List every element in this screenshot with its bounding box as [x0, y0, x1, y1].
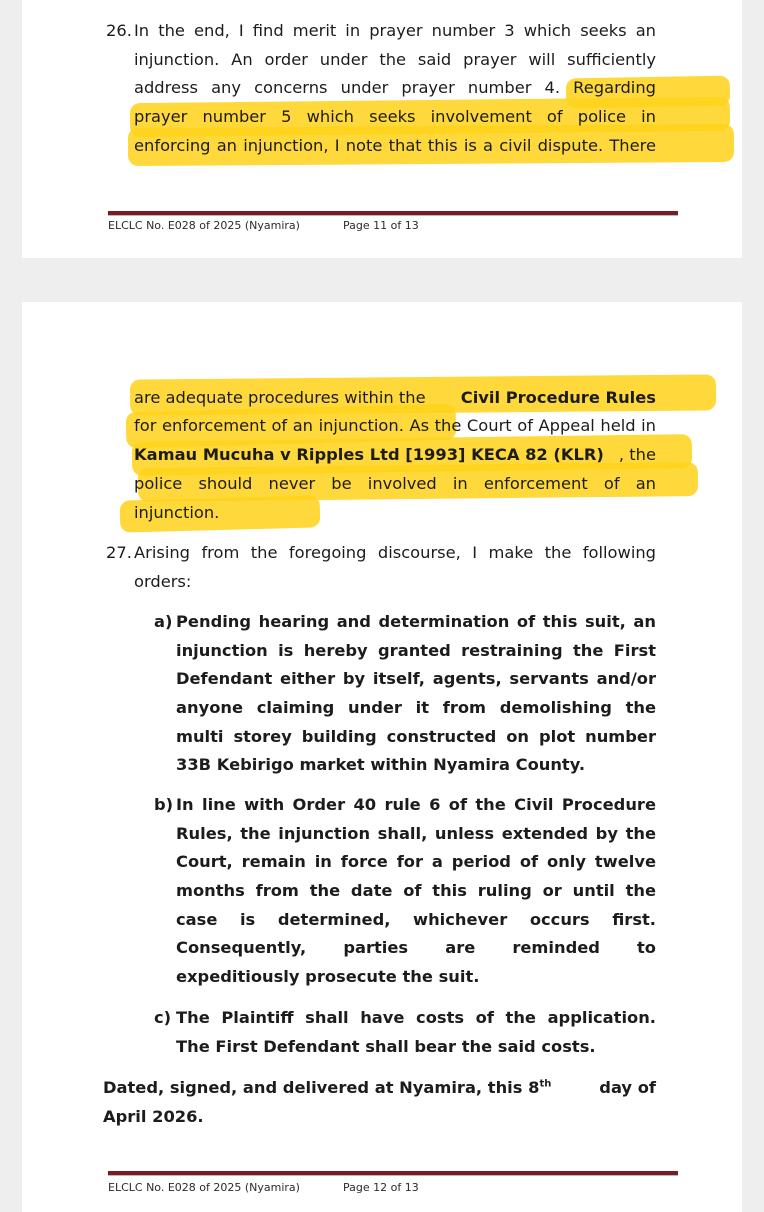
paragraph-line: injunction. An order under the said prayer will sufficiently: [134, 50, 656, 69]
footer-page-number: Page 11 of 13: [343, 219, 419, 232]
paragraph-line: enforcing an injunction, I note that this is a civil dispute. There: [134, 136, 656, 155]
order-line: expeditiously prosecute the suit.: [176, 967, 480, 986]
dated-text: [103, 1078, 551, 1098]
paragraph-line: Arising from the foregoing discourse, I make the following: [134, 543, 656, 562]
paragraph-line: address any concerns under prayer number 4. Regarding: [134, 78, 656, 97]
cited-case: Kamau Mucuha v Ripples Ltd [1993] KECA 82 (KLR): [134, 445, 604, 464]
paragraph-line: [134, 388, 656, 408]
footer-case-number: ELCLC No. E028 of 2025 (Nyamira): [108, 219, 300, 232]
order-line: Pending hearing and determination of this suit, an: [176, 612, 656, 631]
cited-rules: Civil Procedure Rules: [460, 388, 656, 407]
order-line: The Plaintiff shall have costs of the application.: [176, 1008, 656, 1027]
document-page-12: [22, 302, 742, 1212]
ordinal-suffix: th: [539, 1078, 552, 1090]
dated-line: April 2026.: [103, 1107, 204, 1126]
document-page-11: [22, 0, 742, 258]
footer-case-number: ELCLC No. E028 of 2025 (Nyamira): [108, 1181, 300, 1194]
paragraph-number: 27.: [106, 543, 132, 562]
text-run: are adequate procedures within the: [134, 388, 426, 407]
order-line: Defendant either by itself, agents, servants and/or: [176, 669, 656, 688]
order-label: a): [154, 612, 173, 631]
dated-line: [103, 1078, 656, 1098]
paragraph-line: [134, 445, 656, 465]
footer-page-number: Page 12 of 13: [343, 1181, 419, 1194]
paragraph-line: injunction.: [134, 503, 220, 522]
paragraph-number: 26.: [106, 21, 132, 40]
footer-rule: [108, 211, 678, 216]
order-line: anyone claiming under it from demolishing the: [176, 698, 656, 717]
dated-text-run: Dated, signed, and delivered at Nyamira, this 8: [103, 1078, 540, 1097]
paragraph-line: In the end, I find merit in prayer number 3 which seeks an: [134, 21, 656, 40]
text-run: , the: [618, 445, 656, 464]
order-line: Consequently, parties are reminded to: [176, 938, 656, 957]
paragraph-line: for enforcement of an injunction. As the Court of Appeal held in: [134, 416, 656, 435]
footer-rule: [108, 1171, 678, 1176]
order-line: case is determined, whichever occurs first.: [176, 910, 656, 929]
order-line: months from the date of this ruling or until the: [176, 881, 656, 900]
order-line: Court, remain in force for a period of only twelve: [176, 852, 656, 871]
order-line: injunction is hereby granted restraining the First: [176, 641, 656, 660]
order-label: c): [154, 1008, 172, 1027]
order-line: In line with Order 40 rule 6 of the Civil Procedure: [176, 795, 656, 814]
paragraph-line: police should never be involved in enforcement of an: [134, 474, 656, 493]
order-line: Rules, the injunction shall, unless extended by the: [176, 824, 656, 843]
paragraph-line: orders:: [134, 572, 192, 591]
order-line: The First Defendant shall bear the said costs.: [176, 1037, 596, 1056]
dated-text-run: day of: [599, 1078, 656, 1097]
order-label: b): [154, 795, 174, 814]
order-line: 33B Kebirigo market within Nyamira County.: [176, 755, 586, 774]
order-line: multi storey building constructed on plot number: [176, 727, 656, 746]
paragraph-line: prayer number 5 which seeks involvement of police in: [134, 107, 656, 126]
